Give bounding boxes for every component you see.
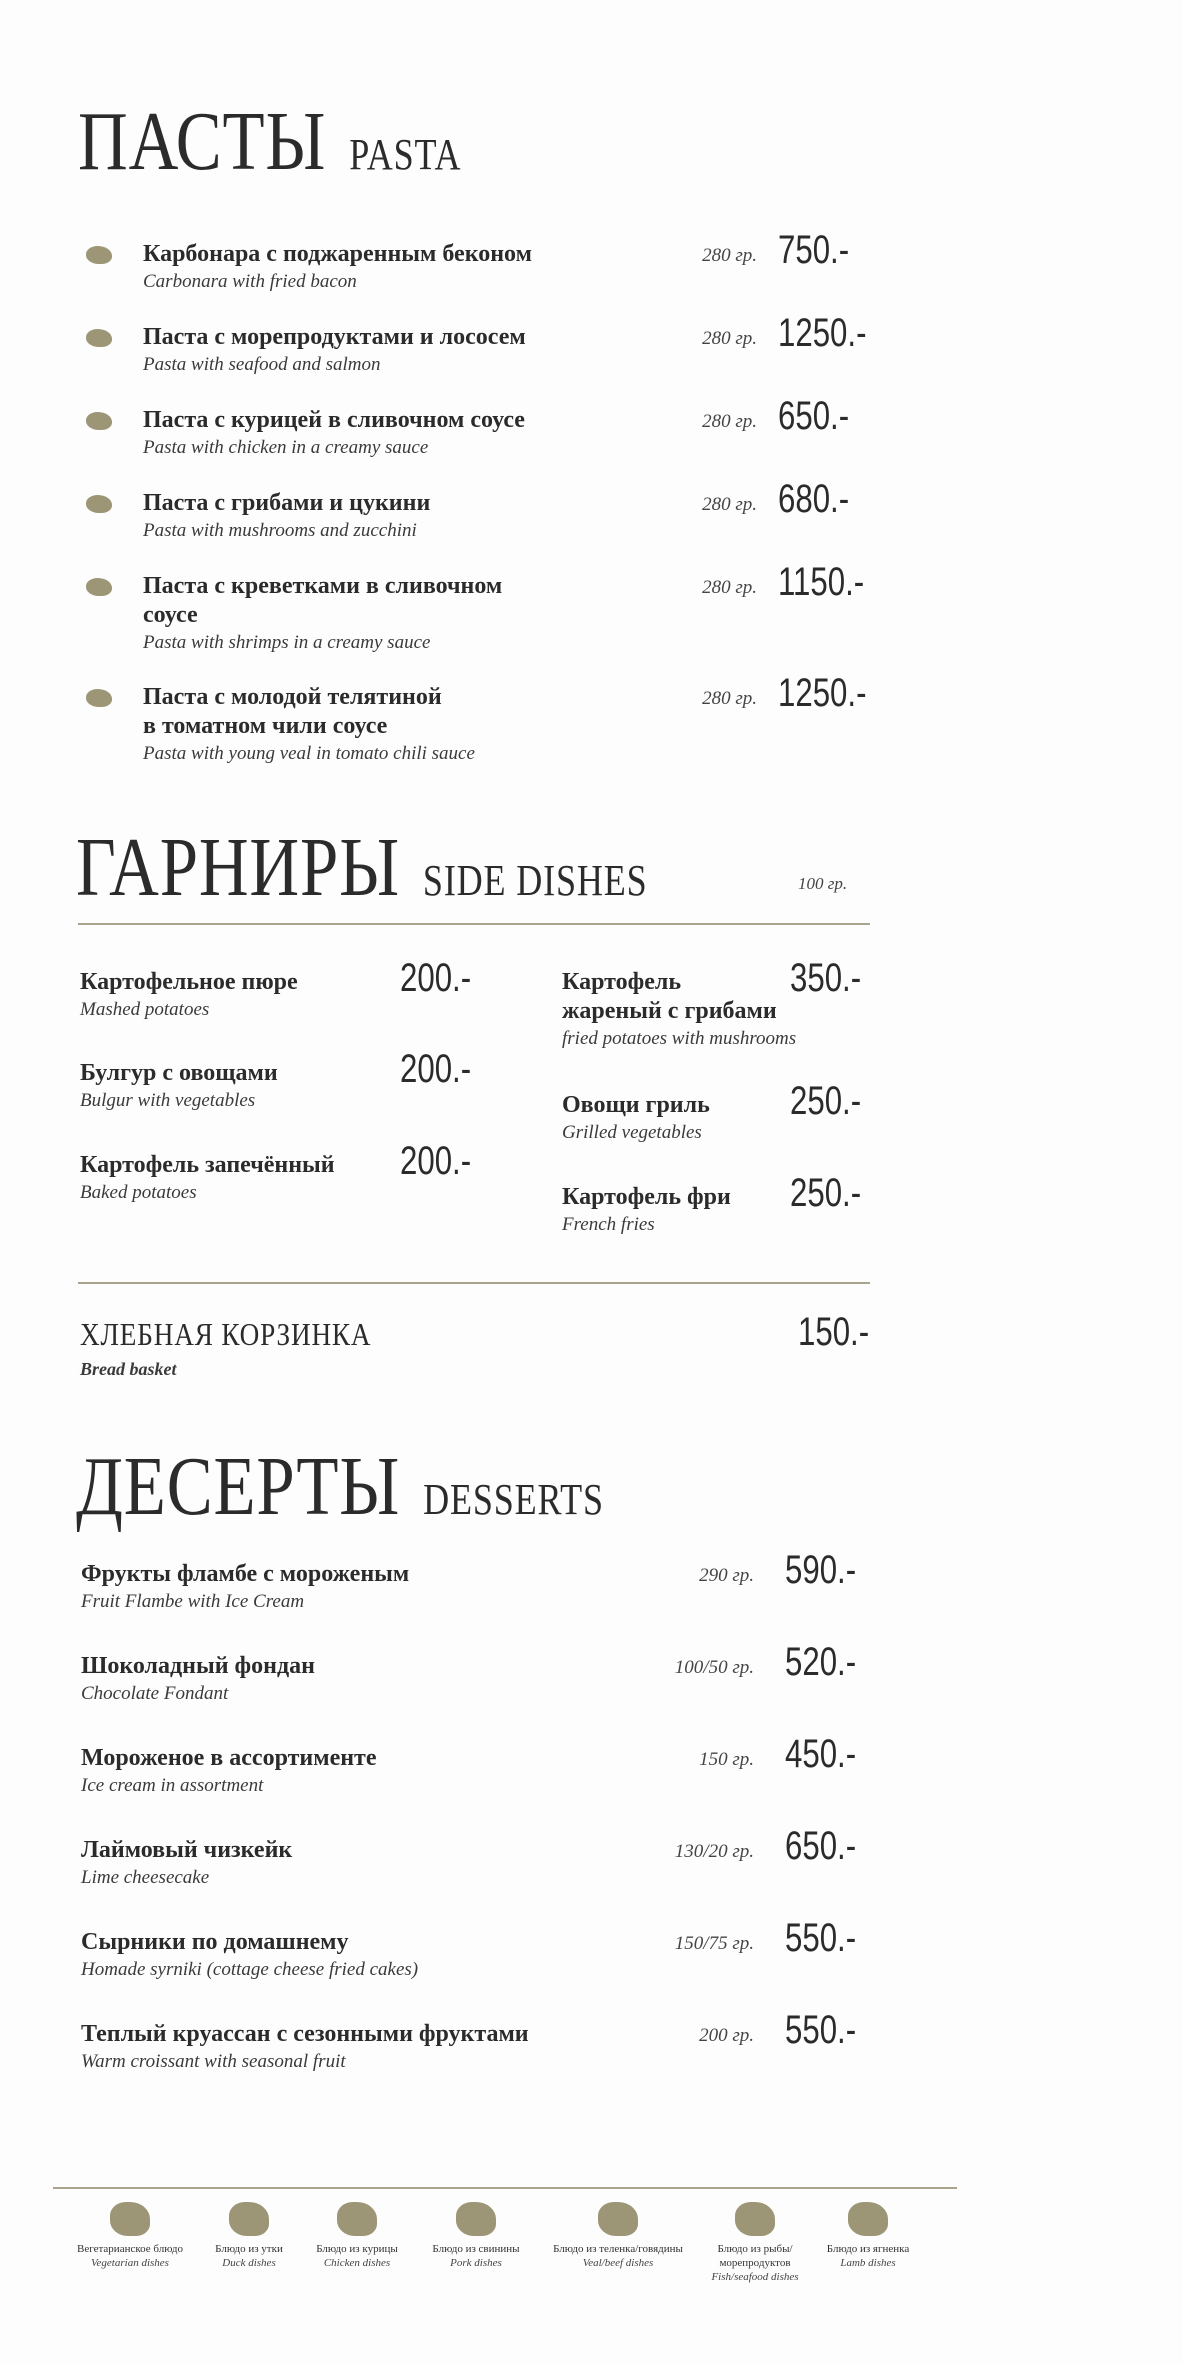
legend-item bbox=[793, 2202, 943, 2270]
item-english-name: Homade syrniki (cottage cheese fried cakes) bbox=[81, 1959, 419, 1980]
legend-label-ru: Блюдо из рыбы/ bbox=[717, 2243, 793, 2255]
item-name: соусе bbox=[143, 602, 198, 628]
item-english-name: Grilled vegetables bbox=[562, 1122, 702, 1143]
desserts-title: ДЕСЕРТЫ bbox=[76, 1440, 401, 1533]
legend-label-ru: Блюдо из ягненка bbox=[826, 2243, 910, 2255]
item-name: Булгур с овощами bbox=[80, 1060, 278, 1086]
item-price: 650.- bbox=[785, 1824, 857, 1868]
item-price: 450.- bbox=[785, 1732, 857, 1776]
item-name: в томатном чили соусе bbox=[143, 713, 388, 739]
legend-label-en: Lamb dishes bbox=[840, 2257, 896, 2269]
bread-basket-en: Bread basket bbox=[80, 1359, 177, 1379]
item-name: Карбонара с поджаренным беконом bbox=[143, 241, 532, 267]
item-price: 590.- bbox=[785, 1548, 857, 1592]
item-weight: 200 гр. bbox=[699, 2025, 754, 2046]
item-english-name: Chocolate Fondant bbox=[81, 1683, 229, 1704]
item-english-name: Carbonara with fried bacon bbox=[143, 271, 357, 292]
legend-label-en: Vegetarian dishes bbox=[91, 2257, 169, 2269]
item-price: 550.- bbox=[785, 2008, 857, 2052]
item-english-name: Pasta with young veal in tomato chili sauce bbox=[143, 743, 475, 764]
legend-label-en: Fish/seafood dishes bbox=[711, 2271, 799, 2283]
item-name: Картофель запечённый bbox=[80, 1152, 335, 1178]
item-price: 1150.- bbox=[778, 560, 865, 604]
divider bbox=[78, 1282, 870, 1284]
legend-label-en: Pork dishes bbox=[450, 2257, 502, 2269]
legend-item bbox=[401, 2202, 551, 2270]
item-name: Теплый круассан с сезонными фруктами bbox=[81, 2021, 529, 2047]
item-english-name: Warm croissant with seasonal fruit bbox=[81, 2051, 346, 2072]
sides-subtitle: SIDE DISHES bbox=[422, 856, 648, 905]
item-english-name: Bulgur with vegetables bbox=[80, 1090, 256, 1111]
item-weight: 280 гр. bbox=[702, 245, 757, 266]
legend-label-en: Duck dishes bbox=[222, 2257, 276, 2269]
item-name: жареный с грибами bbox=[562, 998, 777, 1024]
item-name: Паста с креветками в сливочном bbox=[143, 573, 503, 599]
item-price: 1250.- bbox=[778, 671, 867, 715]
bread-basket-price: 150.- bbox=[798, 1310, 870, 1354]
legend-label-ru: Вегетарианское блюдо bbox=[77, 2243, 183, 2255]
legend-label-ru: Блюдо из свинины bbox=[432, 2243, 520, 2255]
item-weight: 100/50 гр. bbox=[674, 1657, 754, 1678]
item-weight: 280 гр. bbox=[702, 688, 757, 709]
item-english-name: Ice cream in assortment bbox=[81, 1775, 264, 1796]
chicken-icon bbox=[86, 412, 112, 430]
desserts-heading bbox=[76, 1440, 604, 1533]
item-english-name: Pasta with mushrooms and zucchini bbox=[143, 520, 417, 541]
item-price: 250.- bbox=[790, 1079, 862, 1123]
item-price: 550.- bbox=[785, 1916, 857, 1960]
legend-label-ru: Блюдо из теленка/говядины bbox=[553, 2243, 683, 2255]
legend-divider bbox=[53, 2187, 957, 2189]
pasta-heading bbox=[78, 95, 462, 188]
cow-icon bbox=[86, 689, 112, 707]
item-price: 200.- bbox=[400, 1139, 472, 1183]
item-weight: 280 гр. bbox=[702, 494, 757, 515]
item-english-name: Pasta with chicken in a creamy sauce bbox=[143, 437, 429, 458]
legend-label-en: Chicken dishes bbox=[323, 2257, 391, 2269]
item-name: Паста с морепродуктами и лососем bbox=[143, 324, 526, 350]
shrimp-icon bbox=[86, 329, 112, 347]
shrimp-icon bbox=[86, 578, 112, 596]
item-price: 680.- bbox=[778, 477, 850, 521]
vegetarian-bowl-icon bbox=[86, 495, 112, 513]
lamb-icon bbox=[848, 2202, 888, 2236]
item-name: Лаймовый чизкейк bbox=[81, 1837, 293, 1863]
divider bbox=[78, 923, 870, 925]
item-price: 350.- bbox=[790, 956, 862, 1000]
item-name: Паста с курицей в сливочном соусе bbox=[143, 407, 525, 433]
item-weight: 150/75 гр. bbox=[674, 1933, 754, 1954]
item-english-name: Pasta with seafood and salmon bbox=[143, 354, 381, 375]
item-name: Картофель фри bbox=[562, 1184, 731, 1210]
item-name: Картофельное пюре bbox=[80, 969, 298, 995]
item-price: 250.- bbox=[790, 1171, 862, 1215]
item-english-name: Mashed potatoes bbox=[80, 999, 210, 1020]
legend-label-ru: Блюдо из утки bbox=[215, 2243, 283, 2255]
item-name: Шоколадный фондан bbox=[81, 1653, 315, 1679]
vegetarian-bowl-icon bbox=[110, 2202, 150, 2236]
item-price: 1250.- bbox=[778, 311, 867, 355]
duck-icon bbox=[229, 2202, 269, 2236]
item-price: 520.- bbox=[785, 1640, 857, 1684]
fish-shrimp-icon bbox=[735, 2202, 775, 2236]
item-name: Картофель bbox=[562, 969, 682, 995]
item-english-name: Pasta with shrimps in a creamy sauce bbox=[143, 632, 431, 653]
pasta-subtitle: PASTA bbox=[349, 130, 462, 179]
chicken-icon bbox=[337, 2202, 377, 2236]
desserts-subtitle: DESSERTS bbox=[423, 1475, 604, 1524]
item-weight: 280 гр. bbox=[702, 577, 757, 598]
sides-weight: 100 гр. bbox=[798, 874, 848, 893]
pig-icon bbox=[86, 246, 112, 264]
bread-basket-name: ХЛЕБНАЯ КОРЗИНКА bbox=[80, 1316, 372, 1352]
item-price: 200.- bbox=[400, 1047, 472, 1091]
item-name: Сырники по домашнему bbox=[81, 1929, 349, 1955]
item-english-name: Lime cheesecake bbox=[81, 1867, 210, 1888]
item-english-name: Fruit Flambe with Ice Cream bbox=[81, 1591, 305, 1612]
pig-icon bbox=[456, 2202, 496, 2236]
item-name: Паста с молодой телятиной bbox=[143, 684, 442, 710]
item-weight: 290 гр. bbox=[699, 1565, 754, 1586]
cow-icon bbox=[598, 2202, 638, 2236]
pasta-title: ПАСТЫ bbox=[78, 95, 327, 188]
item-weight: 150 гр. bbox=[699, 1749, 754, 1770]
item-price: 200.- bbox=[400, 956, 472, 1000]
item-english-name: French fries bbox=[562, 1214, 655, 1235]
legend-label-en: Veal/beef dishes bbox=[582, 2257, 654, 2269]
legend-label-ru: Блюдо из курицы bbox=[316, 2243, 398, 2255]
item-weight: 280 гр. bbox=[702, 411, 757, 432]
item-price: 650.- bbox=[778, 394, 850, 438]
item-weight: 130/20 гр. bbox=[674, 1841, 754, 1862]
item-english-name: fried potatoes with mushrooms bbox=[562, 1028, 797, 1049]
item-name: Мороженое в ассортименте bbox=[81, 1745, 377, 1771]
item-price: 750.- bbox=[778, 228, 850, 272]
legend-label-ru: морепродуктов bbox=[719, 2257, 791, 2269]
legend-item bbox=[543, 2202, 693, 2270]
item-name: Фрукты фламбе с мороженым bbox=[81, 1561, 410, 1587]
item-name: Паста с грибами и цукини bbox=[143, 490, 431, 516]
sides-title: ГАРНИРЫ bbox=[76, 821, 400, 914]
sides-heading bbox=[76, 821, 648, 914]
item-english-name: Baked potatoes bbox=[80, 1182, 197, 1203]
item-name: Овощи гриль bbox=[562, 1092, 710, 1118]
item-weight: 280 гр. bbox=[702, 328, 757, 349]
